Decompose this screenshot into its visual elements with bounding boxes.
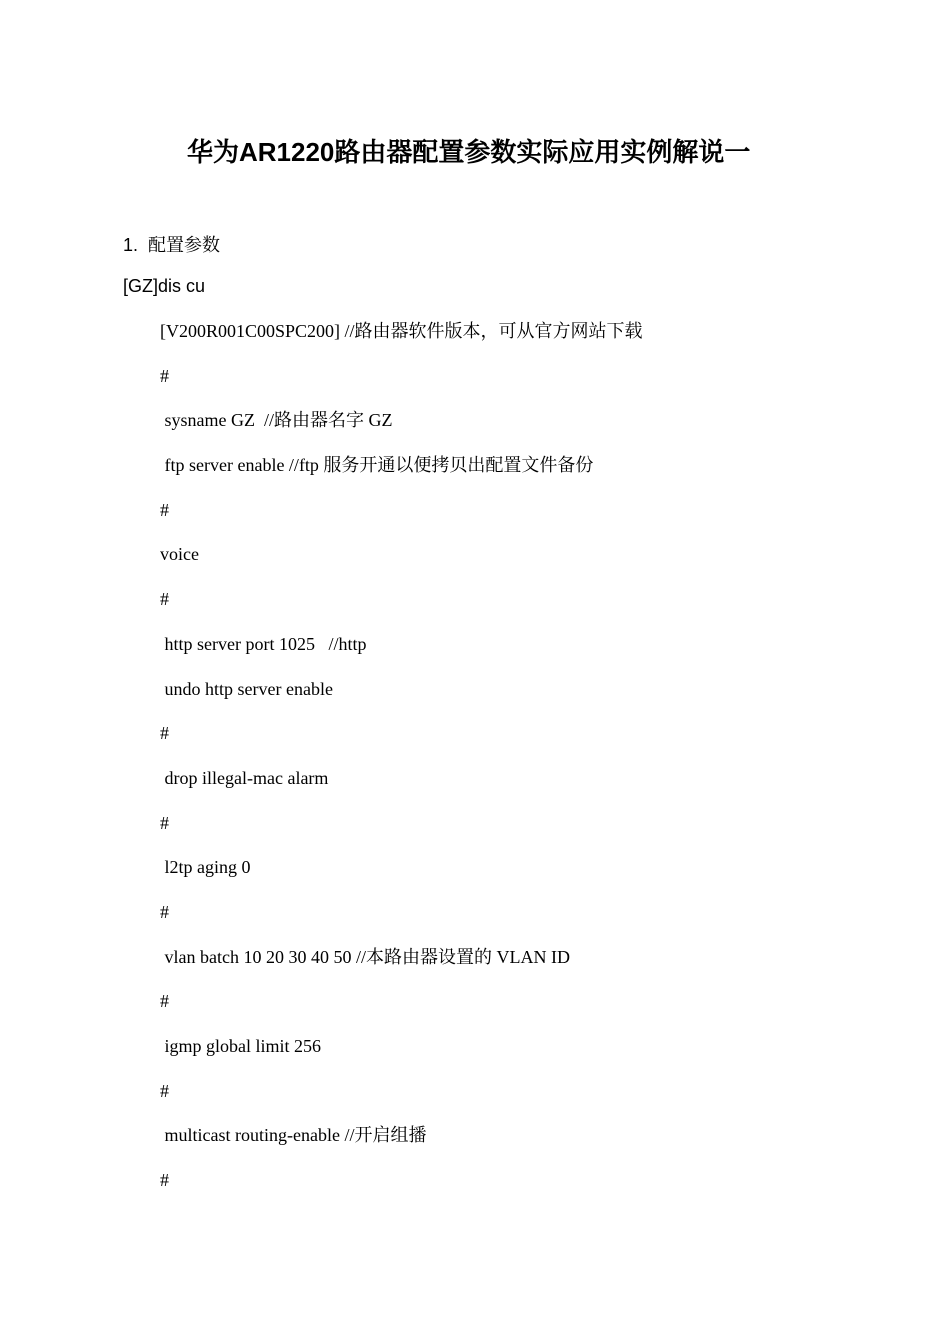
config-line: undo http server enable: [160, 678, 333, 699]
config-line: [V200R001C00SPC200] //路由器软件版本，可从官方网站下载: [160, 321, 643, 341]
config-line: vlan batch 10 20 30 40 50 //本路由器设置的 VLAN ID: [160, 946, 570, 967]
config-line: #: [160, 365, 169, 386]
config-line: #: [160, 991, 169, 1012]
config-line: #: [160, 1170, 169, 1191]
section-number: 1.: [123, 235, 139, 255]
config-line: #: [160, 1080, 169, 1101]
config-line: #: [160, 901, 169, 922]
config-line: #: [160, 812, 169, 833]
config-line: multicast routing-enable //开启组播: [160, 1125, 427, 1146]
config-listing: [160, 320, 643, 1214]
config-line: #: [160, 499, 169, 520]
config-line: ftp server enable //ftp 服务开通以便拷贝出配置文件备份: [160, 455, 594, 476]
config-line: #: [160, 723, 169, 744]
config-line: l2tp aging 0: [160, 857, 251, 878]
config-line: voice: [160, 544, 199, 565]
section-heading: [123, 231, 220, 257]
config-line: drop illegal-mac alarm: [160, 767, 329, 788]
config-line: igmp global limit 256: [160, 1036, 321, 1056]
config-line: http server port 1025 //http: [160, 633, 367, 654]
config-line: #: [160, 589, 169, 610]
section-label: 配置参数: [148, 235, 221, 255]
config-line: sysname GZ //路由器名字 GZ: [160, 410, 393, 431]
command-line: [GZ]dis cu: [123, 276, 206, 296]
document-title: 华为AR1220路由器配置参数实际应用实例解说一: [187, 137, 751, 167]
